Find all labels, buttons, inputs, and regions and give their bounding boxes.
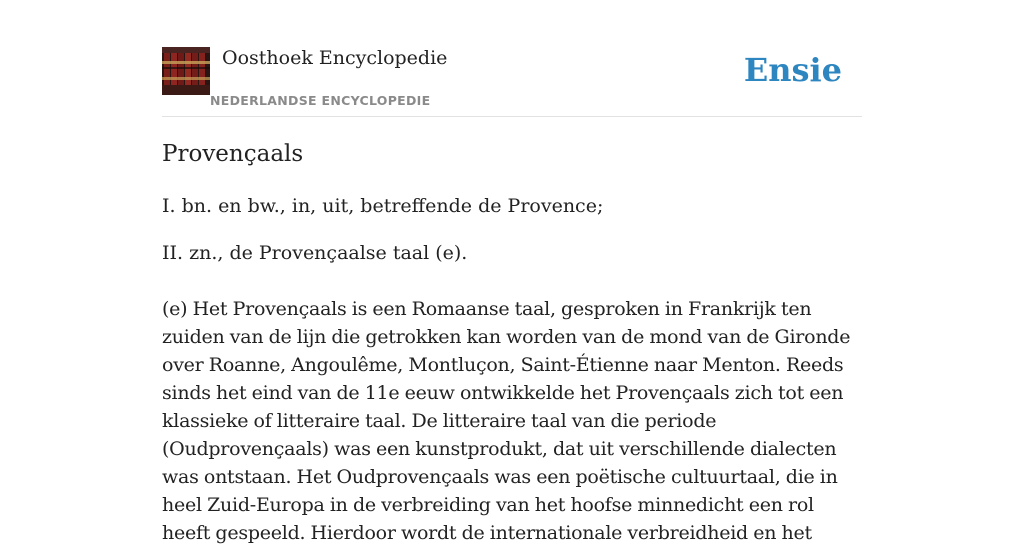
entry-title: Provençaals <box>162 141 304 167</box>
definition-2: II. zn., de Provençaalse taal (e). <box>162 242 468 264</box>
site-subtitle: NEDERLANDSE ENCYCLOPEDIE <box>210 93 431 108</box>
article-body: (e) Het Provençaals is een Romaanse taal, gesproken in Frankrijk ten zuiden van de lijn die getrokken kan worden van de mond van de Gironde over Roanne, Angoulême, Montluçon, Saint-Étienne naar Menton. Reeds sinds het eind van de 11e eeuw ontwikkelde het Provençaals zich tot een klassieke of litteraire taal. De litteraire taal van die periode (Oudprovençaals) was een kunstprodukt, dat uit verschillende dialecten was ontstaan. Het Oudprovençaals was een poëtische cultuurtaal, die in heel Zuid-Europa in de verbreiding van het hoofse minnedicht een rol heeft gespeeld. Hierdoor wordt de internationale verbreidheid en het <box>162 298 851 544</box>
ensie-brand-logo[interactable]: Ensie <box>743 51 842 89</box>
site-header <box>162 46 862 117</box>
definition-1: I. bn. en bw., in, uit, betreffende de Provence; <box>162 195 604 217</box>
site-title-link[interactable]: Oosthoek Encyclopedie <box>222 47 448 69</box>
encyclopedia-books-icon[interactable] <box>162 47 210 95</box>
article <box>162 138 862 547</box>
